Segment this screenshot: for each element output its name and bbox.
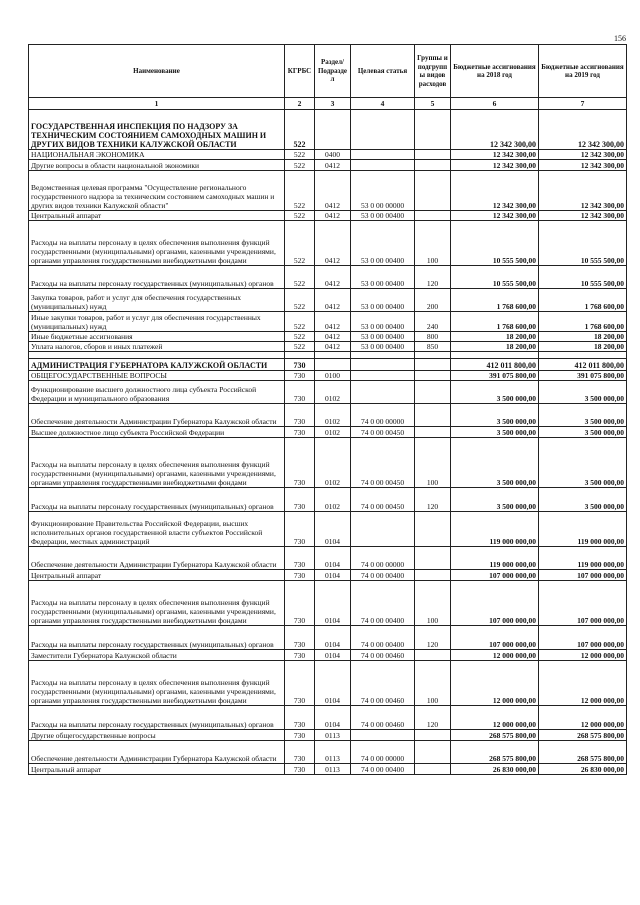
row-ktrs: 730: [285, 547, 315, 570]
row-group: 200: [415, 289, 451, 312]
row-amount-2018: 12 000 000,00: [451, 706, 539, 730]
table-row: [29, 427, 627, 438]
row-amount-2018: 10 555 500,00: [451, 266, 539, 289]
row-group: [415, 352, 451, 359]
row-amount-2019: 107 000 000,00: [539, 626, 627, 650]
row-ktrs: 730: [285, 706, 315, 730]
column-number: 5: [415, 98, 451, 110]
row-amount-2018: 10 555 500,00: [451, 221, 539, 266]
header-2019: Бюджетные ассигнования на 2019 год: [539, 45, 627, 98]
row-amount-2018: 3 500 000,00: [451, 438, 539, 488]
column-number: 4: [351, 98, 415, 110]
row-target: 74 0 00 00450: [351, 438, 415, 488]
row-target: [351, 150, 415, 160]
row-name: Обеспечение деятельности Администрации Губернатора Калужской области: [29, 547, 285, 570]
row-section: 0104: [315, 626, 351, 650]
header-target: Целевая статья: [351, 45, 415, 98]
table-row: [29, 488, 627, 512]
row-section: 0412: [315, 211, 351, 221]
row-ktrs: 730: [285, 371, 315, 381]
row-name: Иные закупки товаров, работ и услуг для обеспечения государственных (муниципальных) нужд: [29, 312, 285, 332]
row-amount-2019: 3 500 000,00: [539, 438, 627, 488]
row-target: [351, 359, 415, 371]
table-row: [29, 211, 627, 221]
row-amount-2019: 391 075 800,00: [539, 371, 627, 381]
row-target: 53 0 00 00400: [351, 211, 415, 221]
row-group: [415, 211, 451, 221]
row-section: [315, 110, 351, 150]
row-amount-2018: 3 500 000,00: [451, 488, 539, 512]
row-ktrs: 730: [285, 650, 315, 661]
table-row: [29, 266, 627, 289]
row-name: Закупка товаров, работ и услуг для обеспечения государственных (муниципальных) нужд: [29, 289, 285, 312]
row-group: [415, 741, 451, 764]
row-name: Центральный аппарат: [29, 570, 285, 581]
row-section: 0412: [315, 171, 351, 211]
row-group: [415, 764, 451, 775]
row-group: [415, 547, 451, 570]
row-group: 120: [415, 266, 451, 289]
row-section: 0102: [315, 438, 351, 488]
row-name: Высшее должностное лицо субъекта Российской Федерации: [29, 427, 285, 438]
row-amount-2018: 107 000 000,00: [451, 626, 539, 650]
row-target: 53 0 00 00400: [351, 342, 415, 352]
row-target: 53 0 00 00400: [351, 266, 415, 289]
row-amount-2019: 10 555 500,00: [539, 221, 627, 266]
header-2018: Бюджетные ассигнования на 2018 год: [451, 45, 539, 98]
row-group: 120: [415, 488, 451, 512]
row-ktrs: 730: [285, 764, 315, 775]
row-ktrs: 730: [285, 741, 315, 764]
table-body: [29, 110, 627, 775]
row-name: Обеспечение деятельности Администрации Губернатора Калужской области: [29, 741, 285, 764]
row-ktrs: 730: [285, 427, 315, 438]
row-amount-2019: 268 575 800,00: [539, 730, 627, 741]
row-target: 74 0 00 00450: [351, 427, 415, 438]
table-row: [29, 741, 627, 764]
row-name: Центральный аппарат: [29, 764, 285, 775]
row-section: 0412: [315, 342, 351, 352]
row-amount-2019: 10 555 500,00: [539, 266, 627, 289]
row-amount-2019: 12 000 000,00: [539, 650, 627, 661]
row-name: Ведомственная целевая программа "Осуществление регионального государственного надзора за техническим состоянием самоходных машин и других видов техники Калужской области": [29, 171, 285, 211]
column-number: 2: [285, 98, 315, 110]
row-amount-2019: 12 342 300,00: [539, 160, 627, 171]
row-ktrs: 522: [285, 211, 315, 221]
table-row: [29, 570, 627, 581]
row-group: 100: [415, 581, 451, 626]
table-row: [29, 352, 627, 359]
row-amount-2018: 107 000 000,00: [451, 581, 539, 626]
row-target: 53 0 00 00400: [351, 221, 415, 266]
table-header-row: [29, 45, 627, 98]
row-name: Расходы на выплаты персоналу государственных (муниципальных) органов: [29, 266, 285, 289]
row-section: 0113: [315, 730, 351, 741]
budget-table: [28, 44, 627, 775]
row-name: АДМИНИСТРАЦИЯ ГУБЕРНАТОРА КАЛУЖСКОЙ ОБЛАСТИ: [29, 359, 285, 371]
row-name: Заместители Губернатора Калужской области: [29, 650, 285, 661]
row-section: 0412: [315, 221, 351, 266]
row-group: [415, 381, 451, 404]
table-row: [29, 289, 627, 312]
row-group: [415, 570, 451, 581]
row-target: [351, 730, 415, 741]
table-row: [29, 512, 627, 547]
row-amount-2019: 1 768 600,00: [539, 312, 627, 332]
row-group: [415, 730, 451, 741]
row-amount-2019: 3 500 000,00: [539, 427, 627, 438]
row-name: Расходы на выплаты персоналу в целях обеспечения выполнения функций государственными (муниципальными) органами, казенными учреждениями, органами управления государственными внебюджетными фондами: [29, 221, 285, 266]
row-name: [29, 352, 285, 359]
row-group: 850: [415, 342, 451, 352]
row-amount-2018: 18 200,00: [451, 342, 539, 352]
table-row: [29, 371, 627, 381]
row-group: [415, 160, 451, 171]
row-target: 53 0 00 00000: [351, 171, 415, 211]
row-amount-2019: 412 011 800,00: [539, 359, 627, 371]
row-target: 74 0 00 00450: [351, 488, 415, 512]
row-target: 74 0 00 00400: [351, 764, 415, 775]
row-amount-2018: 3 500 000,00: [451, 404, 539, 427]
row-amount-2018: 1 768 600,00: [451, 312, 539, 332]
row-target: 74 0 00 00000: [351, 547, 415, 570]
row-amount-2019: 3 500 000,00: [539, 488, 627, 512]
row-target: 74 0 00 00400: [351, 581, 415, 626]
row-name: Расходы на выплаты персоналу государственных (муниципальных) органов: [29, 626, 285, 650]
row-amount-2018: 119 000 000,00: [451, 547, 539, 570]
row-section: 0100: [315, 371, 351, 381]
row-ktrs: 522: [285, 332, 315, 342]
row-ktrs: 730: [285, 438, 315, 488]
row-target: [351, 352, 415, 359]
row-ktrs: 522: [285, 160, 315, 171]
row-section: 0412: [315, 266, 351, 289]
row-amount-2019: 12 342 300,00: [539, 171, 627, 211]
page-number: 156: [614, 34, 626, 43]
row-section: 0113: [315, 741, 351, 764]
row-target: 53 0 00 00400: [351, 312, 415, 332]
table-row: [29, 581, 627, 626]
table-row: [29, 764, 627, 775]
row-ktrs: 730: [285, 512, 315, 547]
row-ktrs: 730: [285, 581, 315, 626]
row-section: 0104: [315, 706, 351, 730]
table-row: [29, 438, 627, 488]
row-name: Центральный аппарат: [29, 211, 285, 221]
table-row: [29, 342, 627, 352]
row-amount-2019: 119 000 000,00: [539, 547, 627, 570]
row-amount-2019: [539, 352, 627, 359]
row-amount-2019: 1 768 600,00: [539, 289, 627, 312]
table-row: [29, 332, 627, 342]
row-section: 0104: [315, 570, 351, 581]
row-target: 74 0 00 00460: [351, 706, 415, 730]
header-section: Раздел/ Подразде л: [315, 45, 351, 98]
row-group: [415, 171, 451, 211]
row-group: 100: [415, 438, 451, 488]
table-row: [29, 359, 627, 371]
row-group: [415, 427, 451, 438]
row-section: 0102: [315, 381, 351, 404]
row-section: 0104: [315, 581, 351, 626]
row-ktrs: 522: [285, 342, 315, 352]
row-section: [315, 352, 351, 359]
row-ktrs: 730: [285, 488, 315, 512]
row-ktrs: 522: [285, 312, 315, 332]
row-amount-2018: 1 768 600,00: [451, 289, 539, 312]
row-group: 120: [415, 626, 451, 650]
row-name: Расходы на выплаты персоналу в целях обеспечения выполнения функций государственными (муниципальными) органами, казенными учреждениями, органами управления государственными внебюджетными фондами: [29, 661, 285, 706]
row-name: Расходы на выплаты персоналу в целях обеспечения выполнения функций государственными (муниципальными) органами, казенными учреждениями, органами управления государственными внебюджетными фондами: [29, 581, 285, 626]
row-group: 240: [415, 312, 451, 332]
row-amount-2018: 12 342 300,00: [451, 171, 539, 211]
row-ktrs: 522: [285, 266, 315, 289]
row-section: 0412: [315, 332, 351, 342]
row-ktrs: 522: [285, 221, 315, 266]
row-target: [351, 160, 415, 171]
row-amount-2018: 12 342 300,00: [451, 150, 539, 160]
row-target: [351, 110, 415, 150]
row-ktrs: 730: [285, 359, 315, 371]
row-amount-2019: 12 342 300,00: [539, 110, 627, 150]
row-amount-2018: 412 011 800,00: [451, 359, 539, 371]
row-target: 74 0 00 00000: [351, 741, 415, 764]
row-target: [351, 512, 415, 547]
row-group: [415, 359, 451, 371]
row-amount-2018: 12 000 000,00: [451, 661, 539, 706]
row-section: 0113: [315, 764, 351, 775]
row-amount-2018: 3 500 000,00: [451, 427, 539, 438]
table-row: [29, 650, 627, 661]
column-number: 6: [451, 98, 539, 110]
row-name: Обеспечение деятельности Администрации Губернатора Калужской области: [29, 404, 285, 427]
header-group: Группы и подгрупп ы видов расходов: [415, 45, 451, 98]
row-amount-2018: 12 342 300,00: [451, 160, 539, 171]
row-amount-2018: 268 575 800,00: [451, 741, 539, 764]
row-target: 74 0 00 00460: [351, 650, 415, 661]
row-name: Расходы на выплаты персоналу государственных (муниципальных) органов: [29, 706, 285, 730]
row-name: Другие общегосударственные вопросы: [29, 730, 285, 741]
row-section: 0104: [315, 661, 351, 706]
row-name: Расходы на выплаты персоналу в целях обеспечения выполнения функций государственными (муниципальными) органами, казенными учреждениями, органами управления государственными внебюджетными фондами: [29, 438, 285, 488]
row-ktrs: 522: [285, 150, 315, 160]
table-row: [29, 730, 627, 741]
row-amount-2019: 3 500 000,00: [539, 404, 627, 427]
table-row: [29, 171, 627, 211]
row-amount-2019: 107 000 000,00: [539, 570, 627, 581]
row-amount-2019: 107 000 000,00: [539, 581, 627, 626]
row-amount-2019: 12 342 300,00: [539, 150, 627, 160]
row-ktrs: [285, 352, 315, 359]
row-amount-2018: 391 075 800,00: [451, 371, 539, 381]
column-number: 3: [315, 98, 351, 110]
table-row: [29, 160, 627, 171]
row-amount-2019: 12 000 000,00: [539, 706, 627, 730]
row-section: [315, 359, 351, 371]
row-amount-2019: 26 830 000,00: [539, 764, 627, 775]
row-section: 0104: [315, 650, 351, 661]
row-group: [415, 371, 451, 381]
row-target: 74 0 00 00000: [351, 404, 415, 427]
row-amount-2018: 12 342 300,00: [451, 211, 539, 221]
row-group: 100: [415, 221, 451, 266]
row-amount-2018: 107 000 000,00: [451, 570, 539, 581]
row-amount-2018: [451, 352, 539, 359]
row-target: [351, 371, 415, 381]
row-target: 74 0 00 00400: [351, 626, 415, 650]
row-amount-2018: 3 500 000,00: [451, 381, 539, 404]
row-group: [415, 150, 451, 160]
row-target: 74 0 00 00400: [351, 570, 415, 581]
table-row: [29, 150, 627, 160]
row-amount-2019: 18 200,00: [539, 332, 627, 342]
row-section: 0104: [315, 512, 351, 547]
table-row: [29, 547, 627, 570]
row-name: Уплата налогов, сборов и иных платежей: [29, 342, 285, 352]
column-number: 7: [539, 98, 627, 110]
row-amount-2019: 268 575 800,00: [539, 741, 627, 764]
row-section: 0400: [315, 150, 351, 160]
row-ktrs: 730: [285, 626, 315, 650]
row-section: 0104: [315, 547, 351, 570]
row-name: ОБЩЕГОСУДАРСТВЕННЫЕ ВОПРОСЫ: [29, 371, 285, 381]
row-name: Другие вопросы в области национальной экономики: [29, 160, 285, 171]
column-number: 1: [29, 98, 285, 110]
row-group: [415, 512, 451, 547]
row-section: 0412: [315, 289, 351, 312]
row-name: Иные бюджетные ассигнования: [29, 332, 285, 342]
table-row: [29, 404, 627, 427]
header-name: Наименование: [29, 45, 285, 98]
table-row: [29, 381, 627, 404]
row-group: [415, 404, 451, 427]
row-name: Функционирование высшего должностного лица субъекта Российской Федерации и муниципального образования: [29, 381, 285, 404]
row-amount-2019: 3 500 000,00: [539, 381, 627, 404]
table-row: [29, 110, 627, 150]
row-target: 53 0 00 00400: [351, 289, 415, 312]
header-ktrs: КГРБС: [285, 45, 315, 98]
row-section: 0412: [315, 160, 351, 171]
row-ktrs: 522: [285, 289, 315, 312]
row-target: [351, 381, 415, 404]
row-section: 0412: [315, 312, 351, 332]
row-amount-2018: 12 000 000,00: [451, 650, 539, 661]
column-number-row: [29, 98, 627, 110]
row-target: 74 0 00 00460: [351, 661, 415, 706]
row-section: 0102: [315, 404, 351, 427]
table-row: [29, 312, 627, 332]
row-ktrs: 522: [285, 110, 315, 150]
row-amount-2018: 119 000 000,00: [451, 512, 539, 547]
row-ktrs: 730: [285, 404, 315, 427]
row-amount-2018: 18 200,00: [451, 332, 539, 342]
row-amount-2019: 18 200,00: [539, 342, 627, 352]
row-ktrs: 730: [285, 730, 315, 741]
row-amount-2018: 12 342 300,00: [451, 110, 539, 150]
row-ktrs: 730: [285, 570, 315, 581]
row-name: Функционирование Правительства Российской Федерации, высших исполнительных органов государственной власти субъектов Российской Федерации, местных администраций: [29, 512, 285, 547]
row-group: [415, 110, 451, 150]
row-amount-2018: 26 830 000,00: [451, 764, 539, 775]
row-section: 0102: [315, 427, 351, 438]
row-group: 800: [415, 332, 451, 342]
row-amount-2019: 12 000 000,00: [539, 661, 627, 706]
row-amount-2019: 119 000 000,00: [539, 512, 627, 547]
row-name: ГОСУДАРСТВЕННАЯ ИНСПЕКЦИЯ ПО НАДЗОРУ ЗА ТЕХНИЧЕСКИМ СОСТОЯНИЕМ САМОХОДНЫХ МАШИН И ДРУГИХ ВИДОВ ТЕХНИКИ КАЛУЖСКОЙ ОБЛАСТИ: [29, 110, 285, 150]
row-group: [415, 650, 451, 661]
row-ktrs: 522: [285, 171, 315, 211]
table-row: [29, 661, 627, 706]
row-name: Расходы на выплаты персоналу государственных (муниципальных) органов: [29, 488, 285, 512]
table-row: [29, 626, 627, 650]
row-name: НАЦИОНАЛЬНАЯ ЭКОНОМИКА: [29, 150, 285, 160]
row-target: 53 0 00 00400: [351, 332, 415, 342]
row-group: 100: [415, 661, 451, 706]
table-row: [29, 221, 627, 266]
row-amount-2019: 12 342 300,00: [539, 211, 627, 221]
row-section: 0102: [315, 488, 351, 512]
table-row: [29, 706, 627, 730]
row-group: 120: [415, 706, 451, 730]
row-amount-2018: 268 575 800,00: [451, 730, 539, 741]
row-ktrs: 730: [285, 381, 315, 404]
row-ktrs: 730: [285, 661, 315, 706]
